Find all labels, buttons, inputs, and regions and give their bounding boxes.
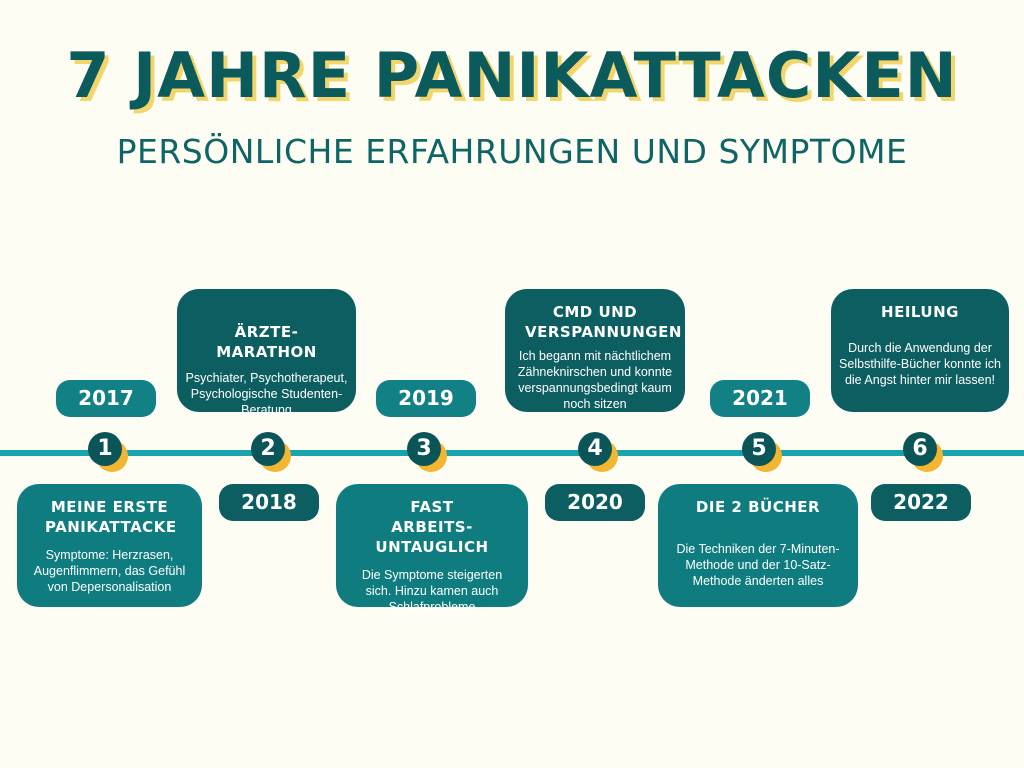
milestone-title: ÄRZTE-MARATHON — [216, 323, 317, 361]
milestone-card-4 — [505, 289, 685, 412]
milestone-title: FAST ARBEITS-UNTAUGLICH — [375, 498, 489, 556]
year-badge-2022: 2022 — [871, 484, 971, 521]
page-subtitle: PERSÖNLICHE ERFAHRUNGEN UND SYMPTOME — [116, 132, 908, 171]
milestone-text: Ich begann mit nächtlichem Zähneknirschen und konnte verspannungsbedingt kaum noch sitzen — [517, 349, 673, 411]
step-marker-5 — [742, 432, 780, 470]
milestone-title: DIE 2 BÜCHER — [695, 498, 821, 516]
milestone-title: CMD UND VERSPANNUNGEN — [525, 303, 682, 341]
step-marker-3 — [407, 432, 445, 470]
year-badge-2019: 2019 — [376, 380, 476, 417]
year-badge-2018: 2018 — [219, 484, 319, 521]
milestone-card-6 — [831, 289, 1009, 412]
milestone-text: Durch die Anwendung der Selbsthilfe-Bücher konnte ich die Angst hinter mir lassen! — [839, 341, 1001, 387]
milestone-text: Symptome: Herzrasen, Augenflimmern, das Gefühl von Depersonalisation — [33, 548, 186, 594]
milestone-text: Die Symptome steigerten sich. Hinzu kamen auch Schlafprobleme — [361, 568, 503, 614]
milestone-title: HEILUNG — [881, 303, 959, 321]
milestone-card-2 — [177, 289, 356, 417]
milestone-card-1 — [17, 484, 202, 607]
milestone-card-5 — [658, 484, 858, 607]
step-marker-4 — [578, 432, 616, 470]
timeline-line — [0, 450, 1024, 456]
year-badge-2021: 2021 — [710, 380, 810, 417]
step-number: 6 — [903, 432, 937, 466]
step-marker-6 — [903, 432, 941, 470]
year-badge-2017: 2017 — [56, 380, 156, 417]
milestone-title: MEINE ERSTE PANIKATTACKE — [45, 498, 177, 536]
page-title: 7 JAHRE PANIKATTACKEN — [66, 39, 958, 112]
step-number: 5 — [742, 432, 776, 466]
step-number: 1 — [88, 432, 122, 466]
step-number: 4 — [578, 432, 612, 466]
milestone-text: Psychiater, Psychotherapeut, Psychologische Studenten-Beratung — [185, 371, 348, 417]
year-badge-2020: 2020 — [545, 484, 645, 521]
milestone-card-3 — [336, 484, 528, 614]
step-marker-2 — [251, 432, 289, 470]
step-marker-1 — [88, 432, 126, 470]
step-number: 2 — [251, 432, 285, 466]
milestone-text: Die Techniken der 7-Minuten-Methode und der 10-Satz-Methode änderten alles — [676, 542, 840, 588]
step-number: 3 — [407, 432, 441, 466]
